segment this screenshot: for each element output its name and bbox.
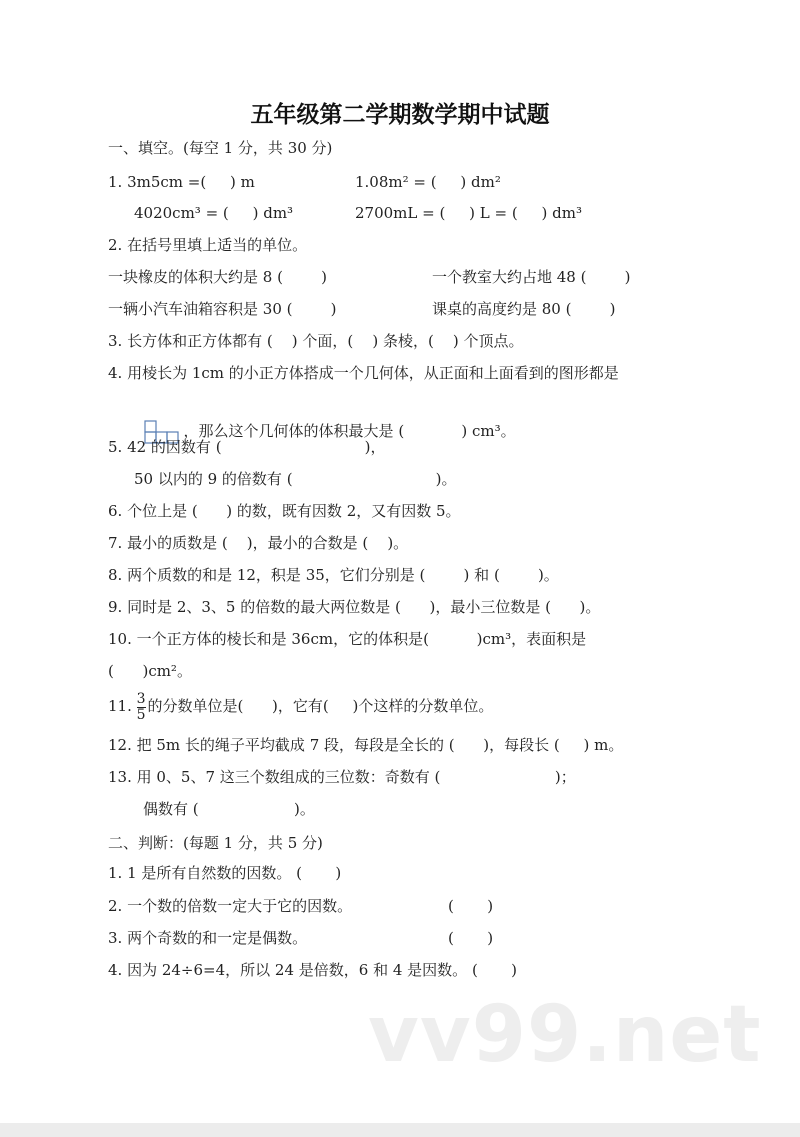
question-10b: ( )cm²。 bbox=[108, 662, 192, 680]
page-title: 五年级第二学期数学期中试题 bbox=[250, 101, 550, 128]
question-10: 10. 一个正方体的棱长和是 36cm，它的体积是( )cm³，表面积是 bbox=[108, 630, 587, 648]
question-5b: 50 以内的 9 的倍数有 ( )。 bbox=[134, 470, 457, 488]
question-9: 9. 同时是 2、3、5 的倍数的最大两位数是 ( )，最小三位数是 ( )。 bbox=[108, 598, 601, 616]
judgement-1: 1. 1 是所有自然数的因数。 ( ) bbox=[108, 864, 342, 882]
section-heading-fill-blank: 一、填空。(每空 1 分，共 30 分) bbox=[108, 139, 333, 157]
question-5: 5. 42 的因数有 ( )， bbox=[108, 438, 386, 456]
judgement-3-answer: ( ) bbox=[448, 929, 494, 947]
question-2: 2. 在括号里填上适当的单位。 bbox=[108, 236, 308, 254]
question-2b: 一个教室大约占地 48 ( ) bbox=[432, 268, 631, 286]
question-3: 3. 长方体和正方体都有 ( ) 个面，( ) 条棱，( ) 个顶点。 bbox=[108, 332, 524, 350]
question-2a: 一块橡皮的体积大约是 8 ( ) bbox=[108, 268, 327, 286]
judgement-2: 2. 一个数的倍数一定大于它的因数。 bbox=[108, 897, 353, 915]
question-11-number: 11. bbox=[108, 697, 137, 715]
question-13b: 偶数有 ( )。 bbox=[143, 800, 315, 818]
question-2c: 一辆小汽车油箱容积是 30 ( ) bbox=[108, 300, 337, 318]
question-1b: 1.08m² = ( ) dm² bbox=[355, 173, 501, 191]
question-7: 7. 最小的质数是 ( )，最小的合数是 ( )。 bbox=[108, 534, 409, 552]
question-1a: 1. 3m5cm =( ) m bbox=[108, 173, 255, 191]
fraction-numerator: 3 bbox=[136, 690, 146, 707]
judgement-4: 4. 因为 24÷6=4，所以 24 是倍数，6 和 4 是因数。 ( ) bbox=[108, 961, 518, 979]
question-1d: 2700mL = ( ) L = ( ) dm³ bbox=[355, 204, 582, 222]
question-12: 12. 把 5m 长的绳子平均截成 7 段，每段是全长的 ( )，每段长 ( ) m。 bbox=[108, 736, 624, 754]
section-heading-judgement: 二、判断：(每题 1 分，共 5 分) bbox=[108, 834, 323, 852]
question-11 bbox=[108, 688, 493, 724]
fraction-denominator: 5 bbox=[136, 706, 146, 723]
judgement-3: 3. 两个奇数的和一定是偶数。 bbox=[108, 929, 308, 947]
fraction bbox=[137, 692, 146, 723]
question-8: 8. 两个质数的和是 12，积是 35，它们分别是 ( ) 和 ( )。 bbox=[108, 566, 559, 584]
judgement-2-answer: ( ) bbox=[448, 897, 494, 915]
question-1c: 4020cm³ = ( ) dm³ bbox=[134, 204, 294, 222]
question-4: 4. 用棱长为 1cm 的小正方体搭成一个几何体，从正面和上面看到的图形都是 bbox=[108, 364, 619, 382]
question-13: 13. 用 0、5、7 这三个数组成的三位数：奇数有 ( )； bbox=[108, 768, 576, 786]
watermark: vv99.net bbox=[368, 990, 762, 1080]
question-2d: 课桌的高度约是 80 ( ) bbox=[432, 300, 616, 318]
question-4-text: ，那么这个几何体的体积最大是 ( ) cm³。 bbox=[183, 422, 516, 440]
question-6: 6. 个位上是 ( ) 的数，既有因数 2，又有因数 5。 bbox=[108, 502, 461, 520]
page-bottom-edge bbox=[0, 1123, 800, 1137]
question-11-text: 的分数单位是( )，它有( )个这样的分数单位。 bbox=[147, 697, 494, 715]
